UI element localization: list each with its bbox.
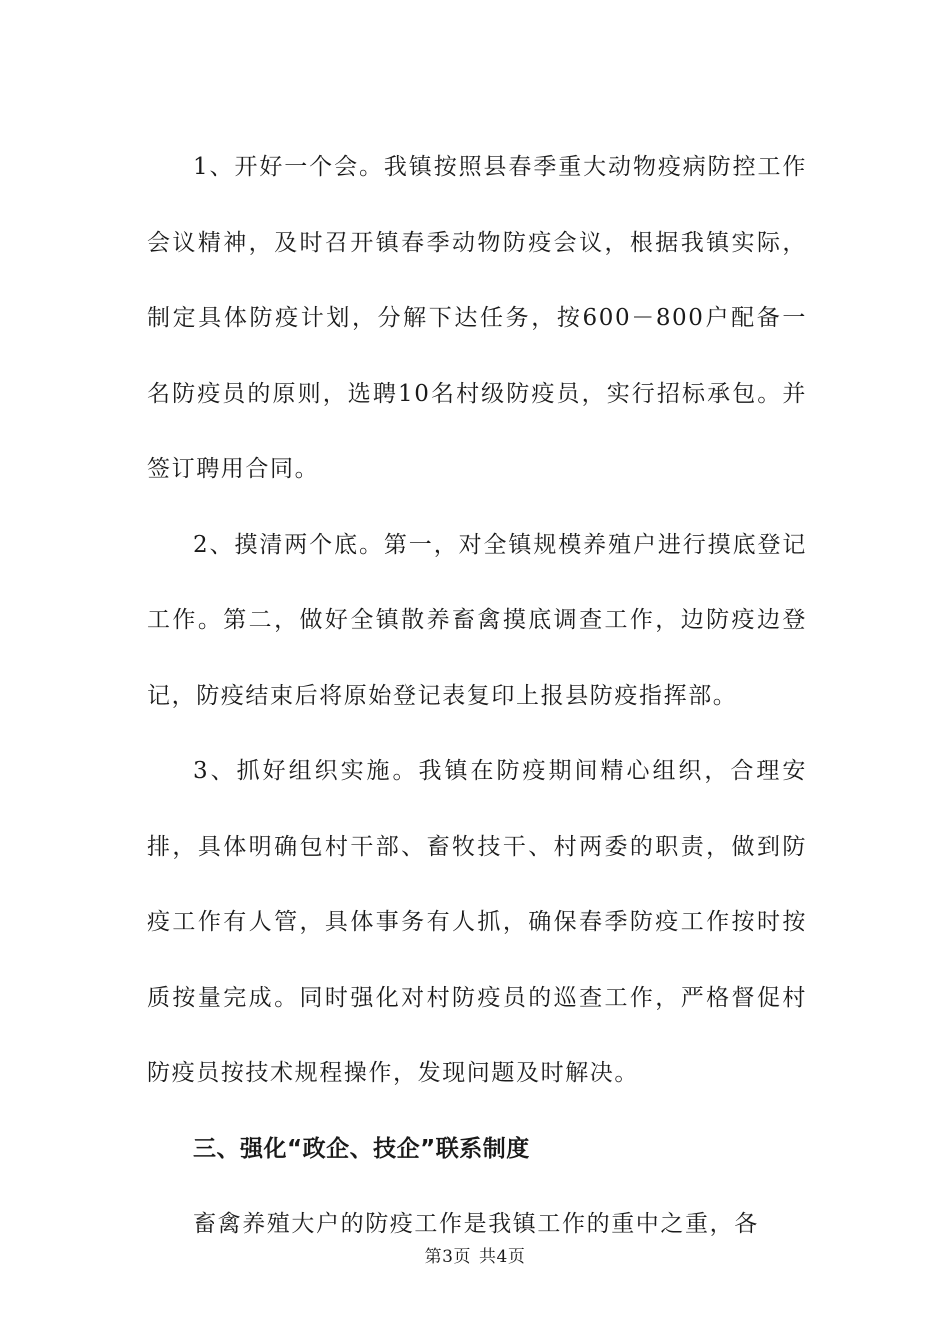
document-body (147, 130, 807, 1263)
paragraph-meeting: 1、开好一个会。我镇按照县春季重大动物疫病防控工作会议精神，及时召开镇春季动物防疫会议，根据我镇实际，制定具体防疫计划，分解下达任务，按600－800户配备一名防疫员的原则，选聘10名村级防疫员，实行招标承包。并签订聘用合同。 (147, 154, 807, 482)
paragraph-survey: 2、摸清两个底。第一，对全镇规模养殖户进行摸底登记工作。第二，做好全镇散养畜禽摸底调查工作，边防疫边登记，防疫结束后将原始登记表复印上报县防疫指挥部。 (147, 531, 807, 709)
page-number-total: 共4页 (479, 1247, 526, 1267)
section-heading: 三、强化“政企、技企”联系制度 (193, 1135, 530, 1162)
paragraph-livestock: 畜禽养殖大户的防疫工作是我镇工作的重中之重，各 (193, 1211, 759, 1237)
paragraph-implementation: 3、抓好组织实施。我镇在防疫期间精心组织，合理安排，具体明确包村干部、畜牧技干、村两委的职责，做到防疫工作有人管，具体事务有人抓，确保春季防疫工作按时按质按量完成。同时强化对村防疫员的巡查工作，严格督促村防疫员按技术规程操作，发现问题及时解决。 (147, 758, 807, 1086)
page-footer (0, 1242, 950, 1267)
page-number-current: 第3页 (424, 1247, 471, 1267)
